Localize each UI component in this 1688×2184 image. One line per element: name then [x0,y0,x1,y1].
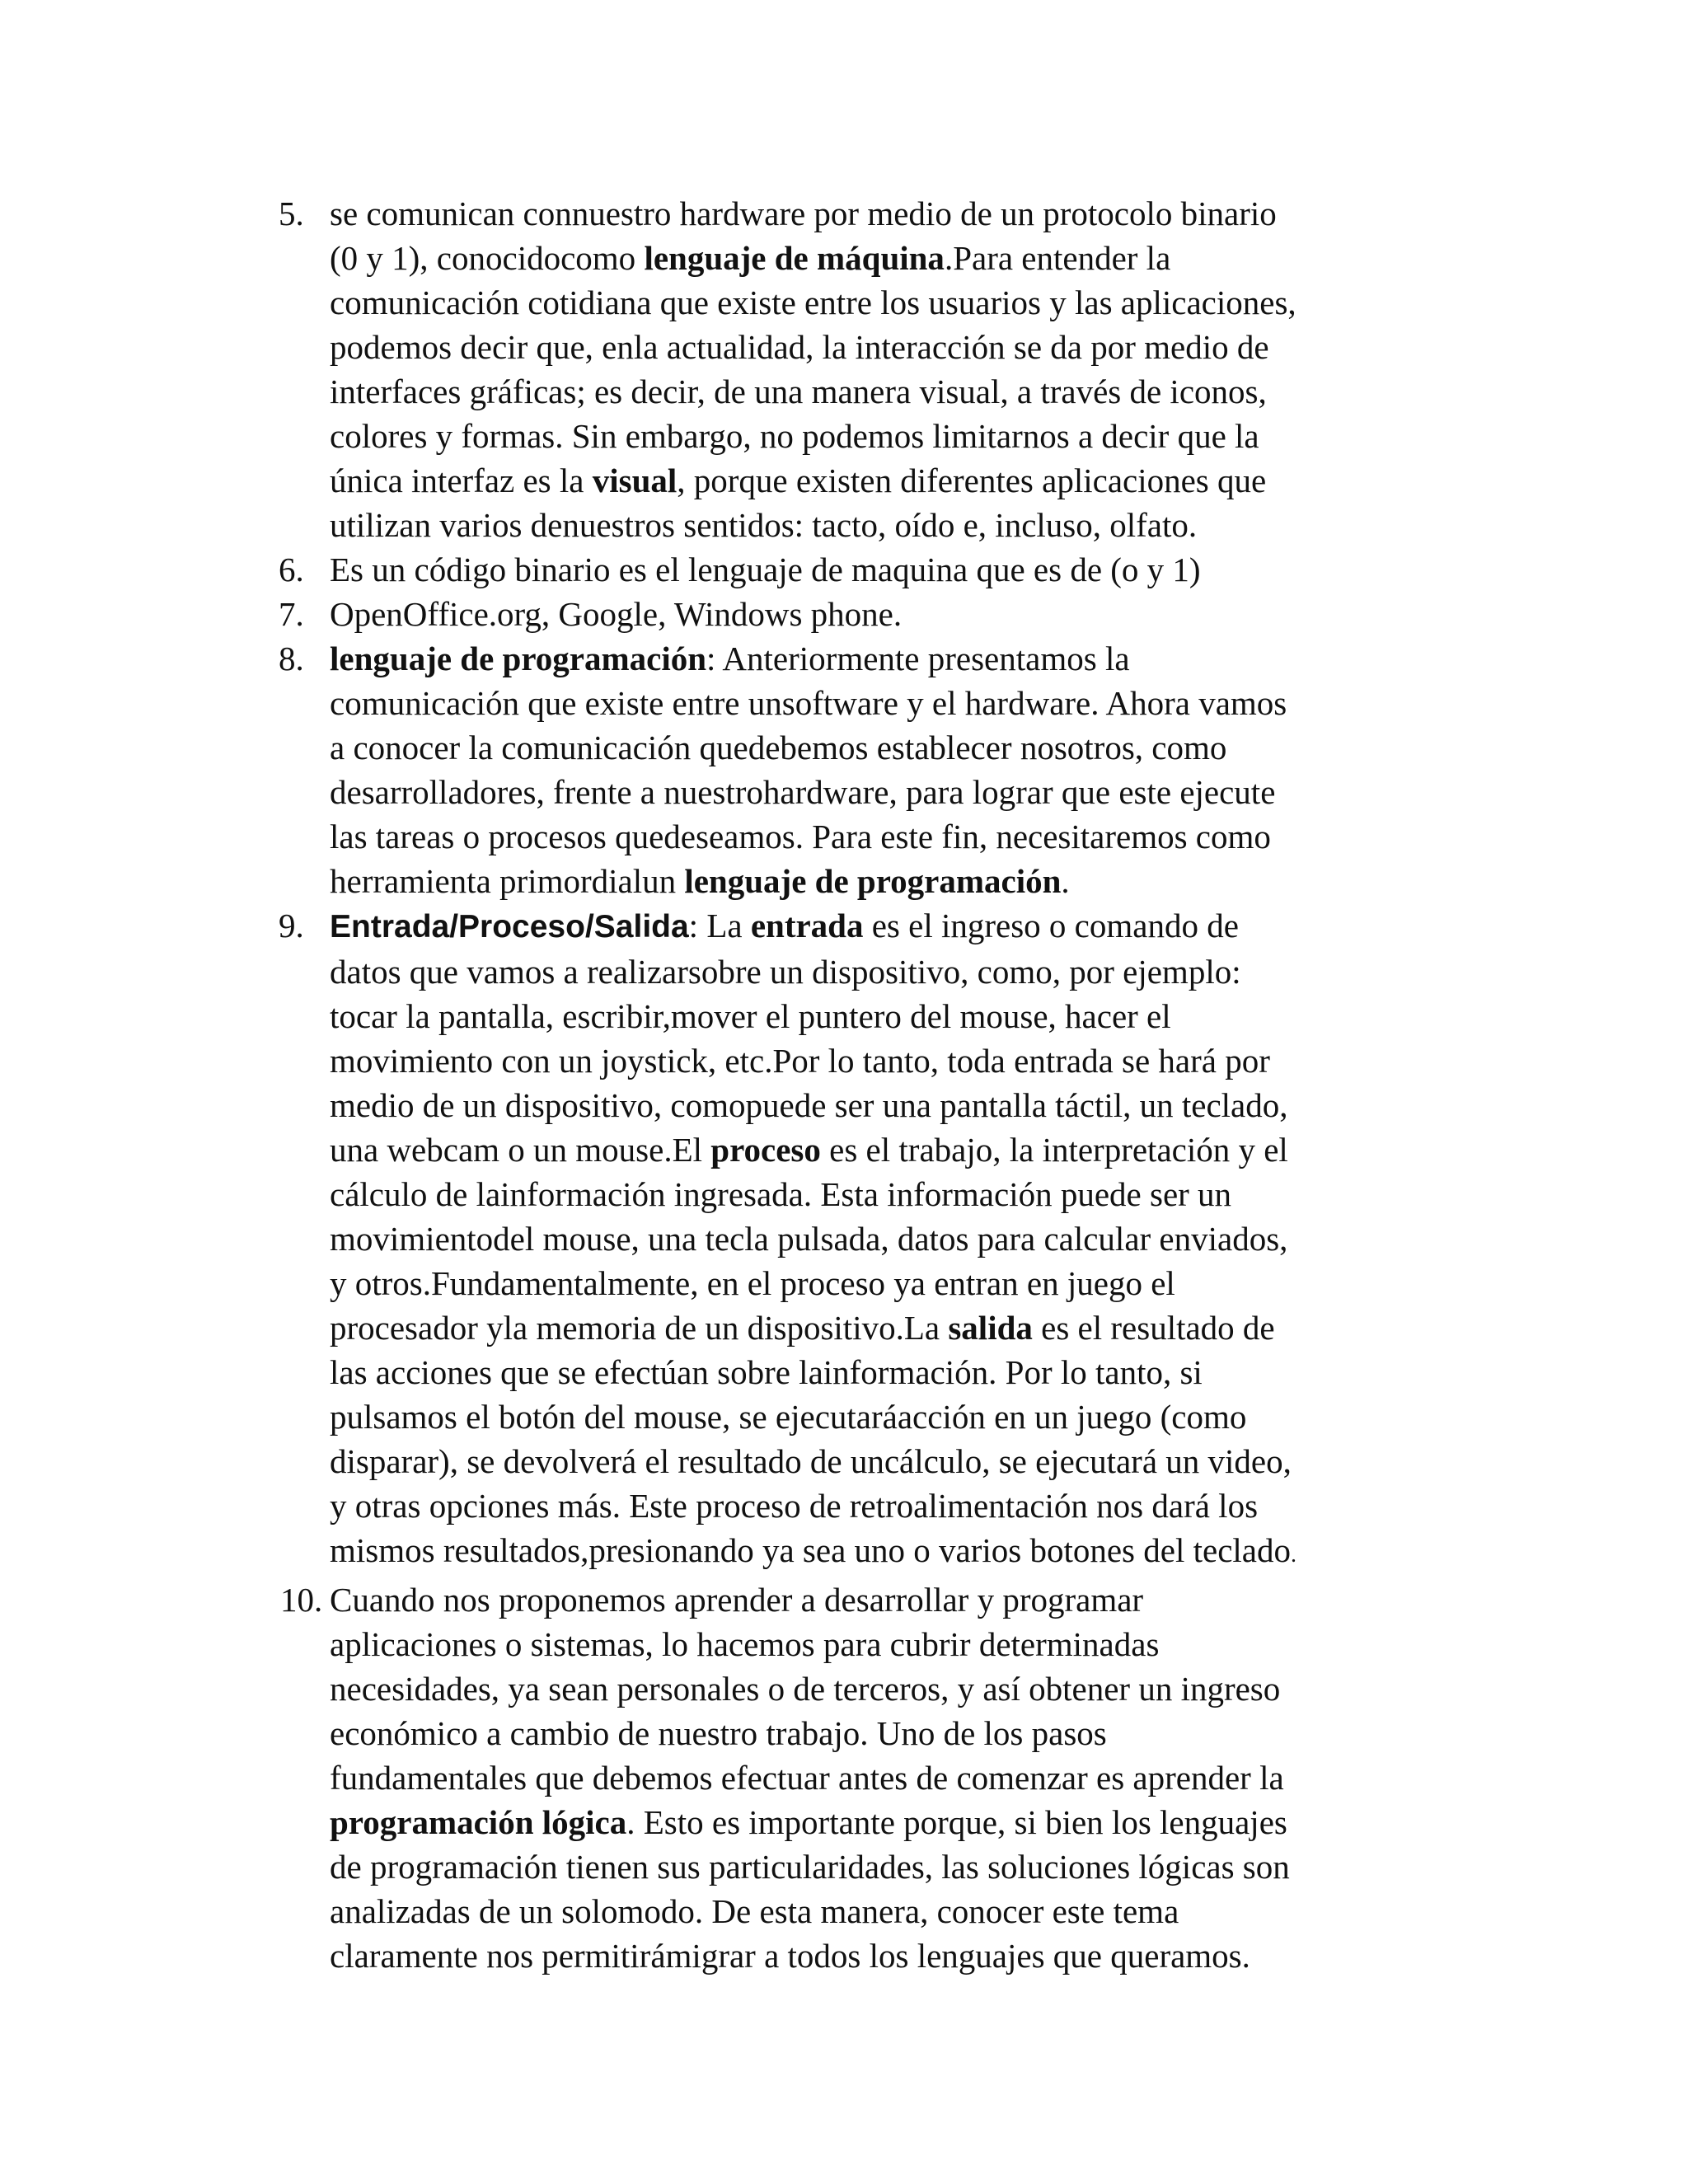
bold-term: lenguaje de máquina [644,239,945,277]
text-run: Cuando nos proponemos aprender a desarrollar y programar [330,1581,1144,1619]
text-run: movimiento con un joystick, etc.Por lo tanto, toda entrada se hará por [330,1042,1270,1080]
item-text-line [330,1127,1459,1172]
item-text-line [330,592,1459,636]
item-number: 7. [279,595,304,633]
text-run: interfaces gráficas; es decir, de una manera visual, a través de iconos, [330,373,1267,410]
item-text-line [330,369,1459,414]
text-run: comunicación cotidiana que existe entre los usuarios y las aplicaciones, [330,284,1296,321]
text-run: datos que vamos a realizarsobre un dispositivo, como, por ejemplo: [330,953,1241,991]
text-run: pulsamos el botón del mouse, se ejecutaráacción en un juego (como [330,1398,1247,1436]
text-run: .Para entender la [944,239,1171,277]
item-text-line [330,1216,1459,1261]
list-item [272,636,1459,903]
item-text-line [330,280,1459,325]
text-run: podemos decir que, enla actualidad, la interacción se da por medio de [330,328,1269,366]
item-text-line [330,681,1459,725]
text-run: , porque existen diferentes aplicaciones que [677,462,1267,499]
text-run: movimientodel mouse, una tecla pulsada, datos para calcular enviados, [330,1220,1288,1258]
item-text-line [330,903,1459,949]
text-run: única interfaz es la [330,462,593,499]
bold-term: salida [948,1309,1033,1347]
text-run: . [1290,1542,1296,1568]
text-run: medio de un dispositivo, comopuede ser una pantalla táctil, un teclado, [330,1086,1288,1124]
text-run: económico a cambio de nuestro trabajo. Uno de los pasos [330,1714,1107,1752]
bold-term: lenguaje de programación [330,640,707,677]
item-text-line [330,859,1459,903]
item-text-line [330,1083,1459,1127]
text-run: : La [688,907,751,944]
item-text-line [330,191,1459,236]
text-run: tocar la pantalla, escribir,mover el puntero del mouse, hacer el [330,997,1171,1035]
item-text-line [330,1577,1459,1622]
item-text-line [330,1889,1459,1933]
list-item [272,547,1459,592]
text-run: y otras opciones más. Este proceso de retroalimentación nos dará los [330,1487,1259,1525]
item-text-line [330,1261,1459,1305]
text-run: analizadas de un solomodo. De esta manera, conocer este tema [330,1892,1179,1930]
item-number: 10. [280,1581,323,1619]
item-text-line [330,770,1459,814]
item-text-line [330,1800,1459,1844]
text-run: OpenOffice.org, Google, Windows phone. [330,595,903,633]
text-run: disparar), se devolverá el resultado de uncálculo, se ejecutará un video, [330,1442,1292,1480]
item-text-line [330,636,1459,681]
text-run: a conocer la comunicación quedebemos establecer nosotros, como [330,729,1227,766]
item-text-line [330,1439,1459,1483]
item-text-line [330,1394,1459,1439]
item-text-line [330,1844,1459,1889]
text-run: necesidades, ya sean personales o de terceros, y así obtener un ingreso [330,1670,1281,1708]
item-text-line [330,547,1459,592]
list-item [272,592,1459,636]
item-text-line [330,814,1459,859]
item-number: 9. [279,907,304,944]
text-run: aplicaciones o sistemas, lo hacemos para cubrir determinadas [330,1625,1160,1663]
item-text-line [330,458,1459,503]
text-run: : Anteriormente presentamos la [706,640,1130,677]
item-number: 5. [279,194,304,232]
text-run: se comunican connuestro hardware por medio de un protocolo binario [330,194,1277,232]
item-text-line [330,1528,1459,1577]
text-run: es el resultado de [1032,1309,1275,1347]
text-run: colores y formas. Sin embargo, no podemos limitarnos a decir que la [330,417,1259,455]
text-run: procesador yla memoria de un dispositivo.La [330,1309,949,1347]
bold-term: lenguaje de programación [684,862,1062,900]
text-run: las tareas o procesos quedeseamos. Para este fin, necesitaremos como [330,818,1271,855]
text-run: es el trabajo, la interpretación y el [820,1131,1288,1169]
bold-term: Entrada/Proceso/Salida [330,909,689,944]
text-run: Es un código binario es el lenguaje de maquina que es de (o y 1) [330,551,1201,588]
item-number: 8. [279,640,304,677]
item-text-line [330,1038,1459,1083]
bold-term: proceso [710,1131,821,1169]
text-run: (0 y 1), conocidocomo [330,239,645,277]
text-run: mismos resultados,presionando ya sea uno o varios botones del teclado [330,1531,1291,1569]
numbered-list [272,191,1459,1978]
text-run: . Esto es importante porque, si bien los lenguajes [626,1803,1287,1841]
list-item [272,903,1459,1577]
text-run: . [1061,862,1070,900]
text-run: y otros.Fundamentalmente, en el proceso ya entran en juego el [330,1264,1175,1302]
list-item [272,191,1459,547]
item-text-line [330,1666,1459,1711]
item-text-line [330,1933,1459,1978]
text-run: una webcam o un mouse.El [330,1131,711,1169]
text-run: fundamentales que debemos efectuar antes de comenzar es aprender la [330,1759,1284,1797]
text-run: es el ingreso o comando de [863,907,1239,944]
text-run: herramienta primordialun [330,862,685,900]
item-text-line [330,1350,1459,1394]
bold-term: entrada [750,907,864,944]
list-item [272,1577,1459,1978]
text-run: cálculo de lainformación ingresada. Esta información puede ser un [330,1175,1232,1213]
text-run: utilizan varios denuestros sentidos: tacto, oído e, incluso, olfato. [330,506,1198,544]
item-text-line [330,1755,1459,1800]
item-text-line [330,1483,1459,1528]
text-run: las acciones que se efectúan sobre lainformación. Por lo tanto, si [330,1353,1203,1391]
text-run: de programación tienen sus particularidades, las soluciones lógicas son [330,1848,1290,1886]
item-text-line [330,325,1459,369]
text-run: desarrolladores, frente a nuestrohardware, para lograr que este ejecute [330,773,1276,811]
item-text-line [330,1172,1459,1216]
text-run: claramente nos permitirámigrar a todos los lenguajes que queramos. [330,1937,1250,1975]
item-text-line [330,236,1459,280]
item-text-line [330,1711,1459,1755]
item-text-line [330,1622,1459,1666]
text-run: comunicación que existe entre unsoftware y el hardware. Ahora vamos [330,684,1287,722]
item-number: 6. [279,551,304,588]
item-text-line [330,414,1459,458]
item-text-line [330,503,1459,547]
item-text-line [330,949,1459,994]
item-text-line [330,725,1459,770]
item-text-line [330,1305,1459,1350]
bold-term: visual [592,462,678,499]
item-text-line [330,994,1459,1038]
bold-term: programación lógica [330,1803,627,1841]
